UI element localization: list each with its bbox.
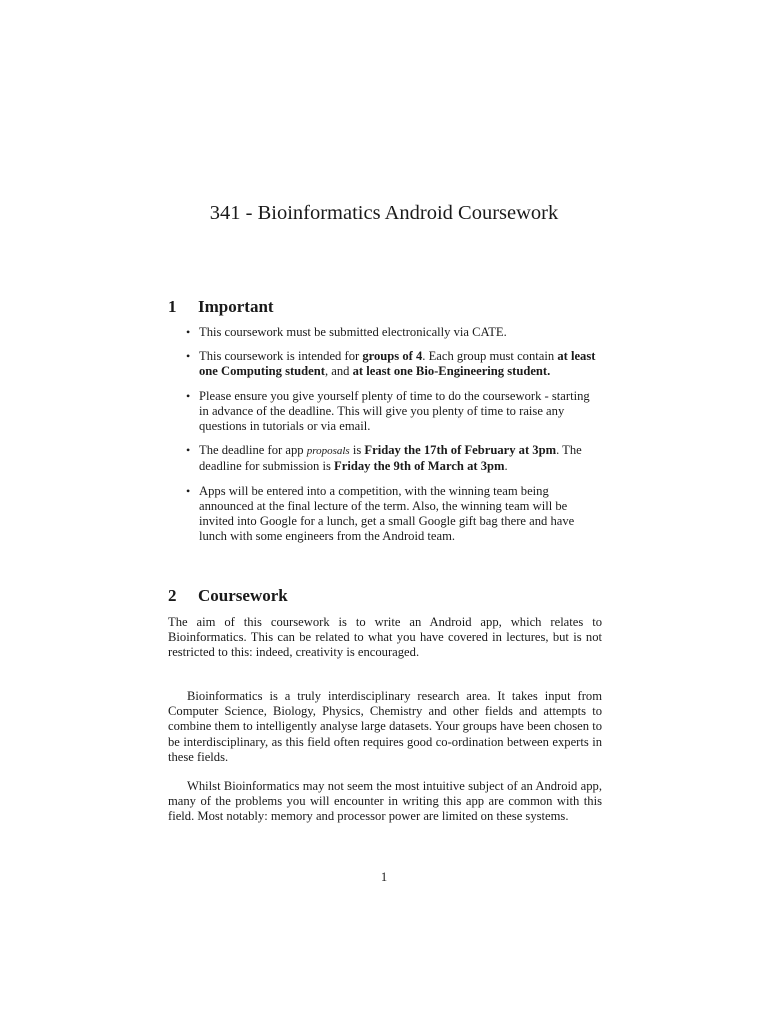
document-title: 341 - Bioinformatics Android Coursework	[209, 202, 559, 224]
section-number: 1	[168, 297, 177, 316]
paragraph: Bioinformatics is a truly interdisciplinary research area. It takes input from Computer Science, Biology, Physics, Chemistry and other fields and attempts to combine them to intelligently analyse large datasets. Your groups have been chosen to be interdisciplinary, as this field often requires good co-ordination between experts in these fields.	[168, 689, 602, 764]
section-title: Coursework	[198, 586, 288, 605]
paragraph: The aim of this coursework is to write an Android app, which relates to Bioinformatics. This can be related to what you have covered in lectures, but is not restricted to this: indeed, creativity is encouraged.	[168, 615, 602, 660]
emphasis-text: at least one Computing student	[199, 349, 596, 379]
italic-text: proposals	[306, 445, 350, 458]
list-item-text: .	[504, 459, 508, 474]
bullet-icon: •	[186, 483, 191, 498]
section-number: 2	[168, 586, 177, 605]
list-item	[168, 325, 602, 340]
list-item-text: Please ensure you give yourself plenty of time to do the coursework - starting in advance of the deadline. This will give you plenty of time to raise any questions in tutorials or via email.	[199, 388, 590, 434]
paragraph: Whilst Bioinformatics may not seem the most intuitive subject of an Android app, many of the problems you will encounter in writing this app are common with this field. Most notably: memory and processor power are limited on these systems.	[168, 779, 602, 824]
emphasis-text: Friday the 17th of February at 3pm	[364, 443, 557, 458]
list-item-text: . The deadline for submission is	[199, 443, 582, 474]
page-number: 1	[380, 870, 388, 884]
list-item	[168, 389, 602, 435]
bullet-icon: •	[186, 388, 191, 403]
list-item-text: . Each group must contain	[422, 349, 558, 364]
emphasis-text: groups of 4	[362, 349, 423, 364]
emphasis-text: Friday the 9th of March at 3pm	[334, 459, 505, 474]
list-item	[168, 484, 602, 545]
bullet-icon: •	[186, 325, 191, 339]
emphasis-text: at least one Bio-Engineering student.	[352, 364, 551, 379]
section-heading-coursework	[168, 585, 288, 607]
list-item-text: is	[349, 443, 365, 458]
list-item-text: This coursework must be submitted electronically via CATE.	[199, 325, 507, 339]
list-item	[168, 443, 602, 474]
important-list	[168, 325, 602, 544]
section-heading-important	[168, 296, 274, 318]
list-item	[168, 349, 602, 379]
section-title: Important	[198, 297, 274, 316]
list-item-text: The deadline for app	[199, 443, 307, 458]
list-item-text: , and	[324, 364, 353, 379]
list-item-text: Apps will be entered into a competition, with the winning team being announced at the final lecture of the term. Also, the winning team will be invited into Google for a lunch, get a small Google gift bag there and have lunch with some engineers from the Android team.	[199, 483, 575, 544]
bullet-icon: •	[186, 349, 191, 364]
list-item-text: This coursework is intended for	[199, 349, 363, 364]
bullet-icon: •	[186, 443, 191, 458]
